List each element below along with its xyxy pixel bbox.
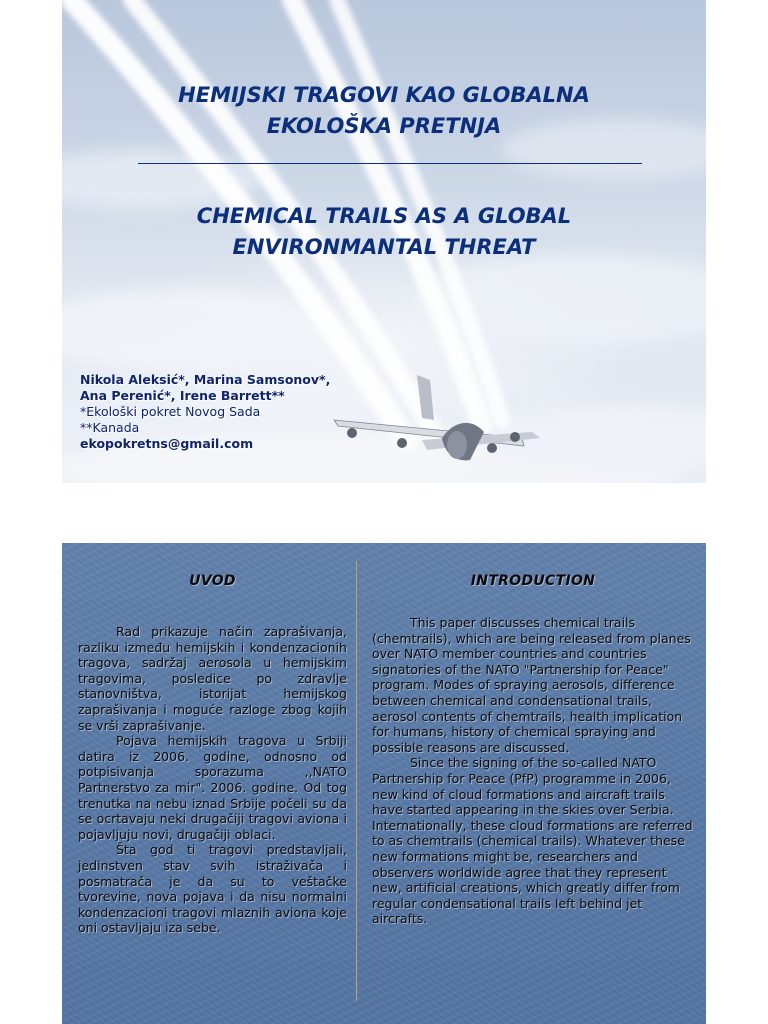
- heading-introduction: INTRODUCTION: [470, 573, 596, 589]
- introduction-slide: [62, 543, 706, 1024]
- english-intro-text: [372, 615, 694, 927]
- english-paragraph: This paper discusses chemical trails (chemtrails), which are being released from planes over NATO member countries and countries signatories of the NATO "Partnership for Peace" program. Modes of spraying aerosols, difference between chemical and condensational trails, aerosol contents of chemtrails, health implication for humans, history of chemical spraying and possible reasons are discussed.: [372, 615, 691, 755]
- title-slide: [62, 0, 706, 483]
- affiliation-1: *Ekološki pokret Novog Sada: [80, 404, 261, 419]
- serbian-paragraph: Pojava hemijskih tragova u Srbiji datira iz 2006. godine, odnosno od potpisivanja sporazuma ,,NATO Partnerstvo za mir". 2006. godine. Od tog trenutka na nebu iznad Srbije počeli su da se ocrtavaju neki drugačiji tragovi aviona i pojavljuju novi, drugačiji oblaci.: [78, 733, 347, 842]
- serbian-intro-text: [78, 624, 347, 936]
- authors-line-1: Nikola Aleksić*, Marina Samsonov*,: [80, 372, 331, 387]
- title-english-line-2: ENVIRONMANTAL THREAT: [232, 235, 536, 259]
- title-divider-line: [138, 163, 642, 164]
- title-english-line-1: CHEMICAL TRAILS AS A GLOBAL: [196, 204, 572, 228]
- affiliation-2: **Kanada: [80, 420, 140, 435]
- english-paragraph: Since the signing of the so-called NATO Partnership for Peace (PfP) programme in 2006, new kind of cloud formations and aircraft trails have started appearing in the skies over Serbia. Internationally, these cloud formations are referred to as chemtrails (chemical trails). Whatever these new formations might be, researchers and observers worldwide agree that they represent new, artificial creations, which greatly differ from regular condensational trails left behind jet aircrafts.: [372, 755, 693, 927]
- serbian-paragraph: Rad prikazuje način zaprašivanja, razliku između hemijskih i kondenzacionih tragova, sadržaj aerosola u hemijskim tragovima, posledice po zdravlje stanovništva, istorijat hemijskog zaprašivanja i moguće razloge zbog kojih se vrši zaprašivanje.: [78, 624, 347, 733]
- title-serbian-line-2: EKOLOŠKA PRETNJA: [266, 114, 502, 138]
- serbian-paragraph: Šta god ti tragovi predstavljali, jedinstven stav svih istraživača i posmatrača je da su to veštačke tvorevine, nova pojava i da nisu normalni kondenzacioni tragovi mlaznih aviona koje oni ostavljaju iza sebe.: [78, 842, 347, 936]
- title-serbian: [62, 80, 706, 142]
- title-english: [62, 201, 706, 263]
- author-block: [80, 372, 330, 452]
- authors-line-2: Ana Perenić*, Irene Barrett**: [80, 388, 285, 403]
- contact-email: ekopokretns@gmail.com: [80, 436, 254, 451]
- heading-uvod: UVOD: [189, 573, 236, 589]
- title-serbian-line-1: HEMIJSKI TRAGOVI KAO GLOBALNA: [178, 83, 590, 107]
- column-divider: [356, 561, 357, 1001]
